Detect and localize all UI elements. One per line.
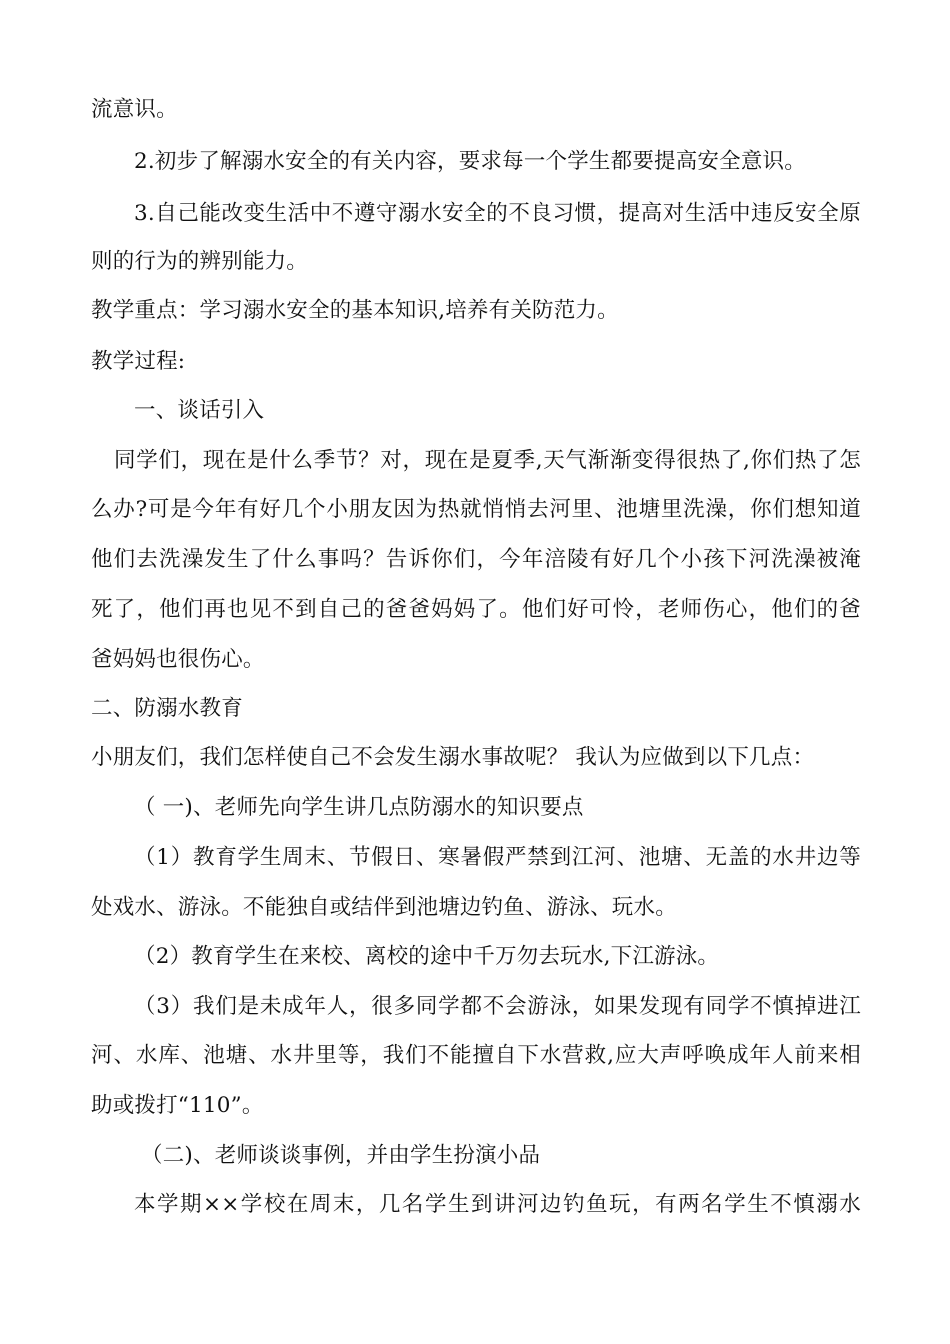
text-line: （2）教育学生在来校、离校的途中千万勿去玩水,下江游泳。 xyxy=(134,944,720,969)
text-line: 河、水库、池塘、水井里等，我们不能擅自下水营救,应大声呼唤成年人前来相 xyxy=(91,1043,861,1068)
text-line: （3）我们是未成年人，很多同学都不会游泳，如果发现有同学不慎掉进江 xyxy=(134,994,861,1019)
text-line: 他们去洗澡发生了什么事吗？告诉你们，今年涪陵有好几个小孩下河洗澡被淹 xyxy=(91,547,861,572)
section-heading: 二、防溺水教育 xyxy=(91,696,243,721)
text-line: 本学期××学校在周末，几名学生到讲河边钓鱼玩，有两名学生不慎溺水 xyxy=(134,1192,861,1217)
text-line: 死了，他们再也见不到自己的爸爸妈妈了。他们好可怜，老师伤心，他们的爸 xyxy=(91,597,861,622)
text-line: 小朋友们，我们怎样使自己不会发生溺水事故呢？ 我认为应做到以下几点： xyxy=(91,745,815,770)
text-line: 同学们，现在是什么季节？对，现在是夏季,天气渐渐变得很热了,你们热了怎 xyxy=(114,448,861,473)
section-heading: 教学重点：学习溺水安全的基本知识,培养有关防范力。 xyxy=(91,298,619,323)
text-line: 3.自己能改变生活中不遵守溺水安全的不良习惯，提高对生活中违反安全原 xyxy=(134,201,861,226)
section-heading: 教学过程: xyxy=(91,349,186,374)
text-line: 处戏水、游泳。不能独自或结伴到池塘边钓鱼、游泳、玩水。 xyxy=(91,895,677,920)
section-heading: 一、谈话引入 xyxy=(134,398,265,423)
text-line: 么办?可是今年有好几个小朋友因为热就悄悄去河里、池塘里洗澡，你们想知道 xyxy=(91,497,861,522)
text-line: 2.初步了解溺水安全的有关内容，要求每一个学生都要提高安全意识。 xyxy=(134,149,806,174)
subsection-heading: （二)、老师谈谈事例，并由学生扮演小品 xyxy=(141,1143,541,1168)
text-line: 流意识。 xyxy=(91,97,178,122)
text-line: 爸妈妈也很伤心。 xyxy=(91,647,265,672)
text-line: （1）教育学生周末、节假日、寒暑假严禁到江河、池塘、无盖的水井边等 xyxy=(134,845,861,870)
text-line: 助或拨打“110”。 xyxy=(91,1093,264,1118)
text-line: 则的行为的辨别能力。 xyxy=(91,249,309,274)
subsection-heading: （ 一)、老师先向学生讲几点防溺水的知识要点 xyxy=(134,795,584,820)
